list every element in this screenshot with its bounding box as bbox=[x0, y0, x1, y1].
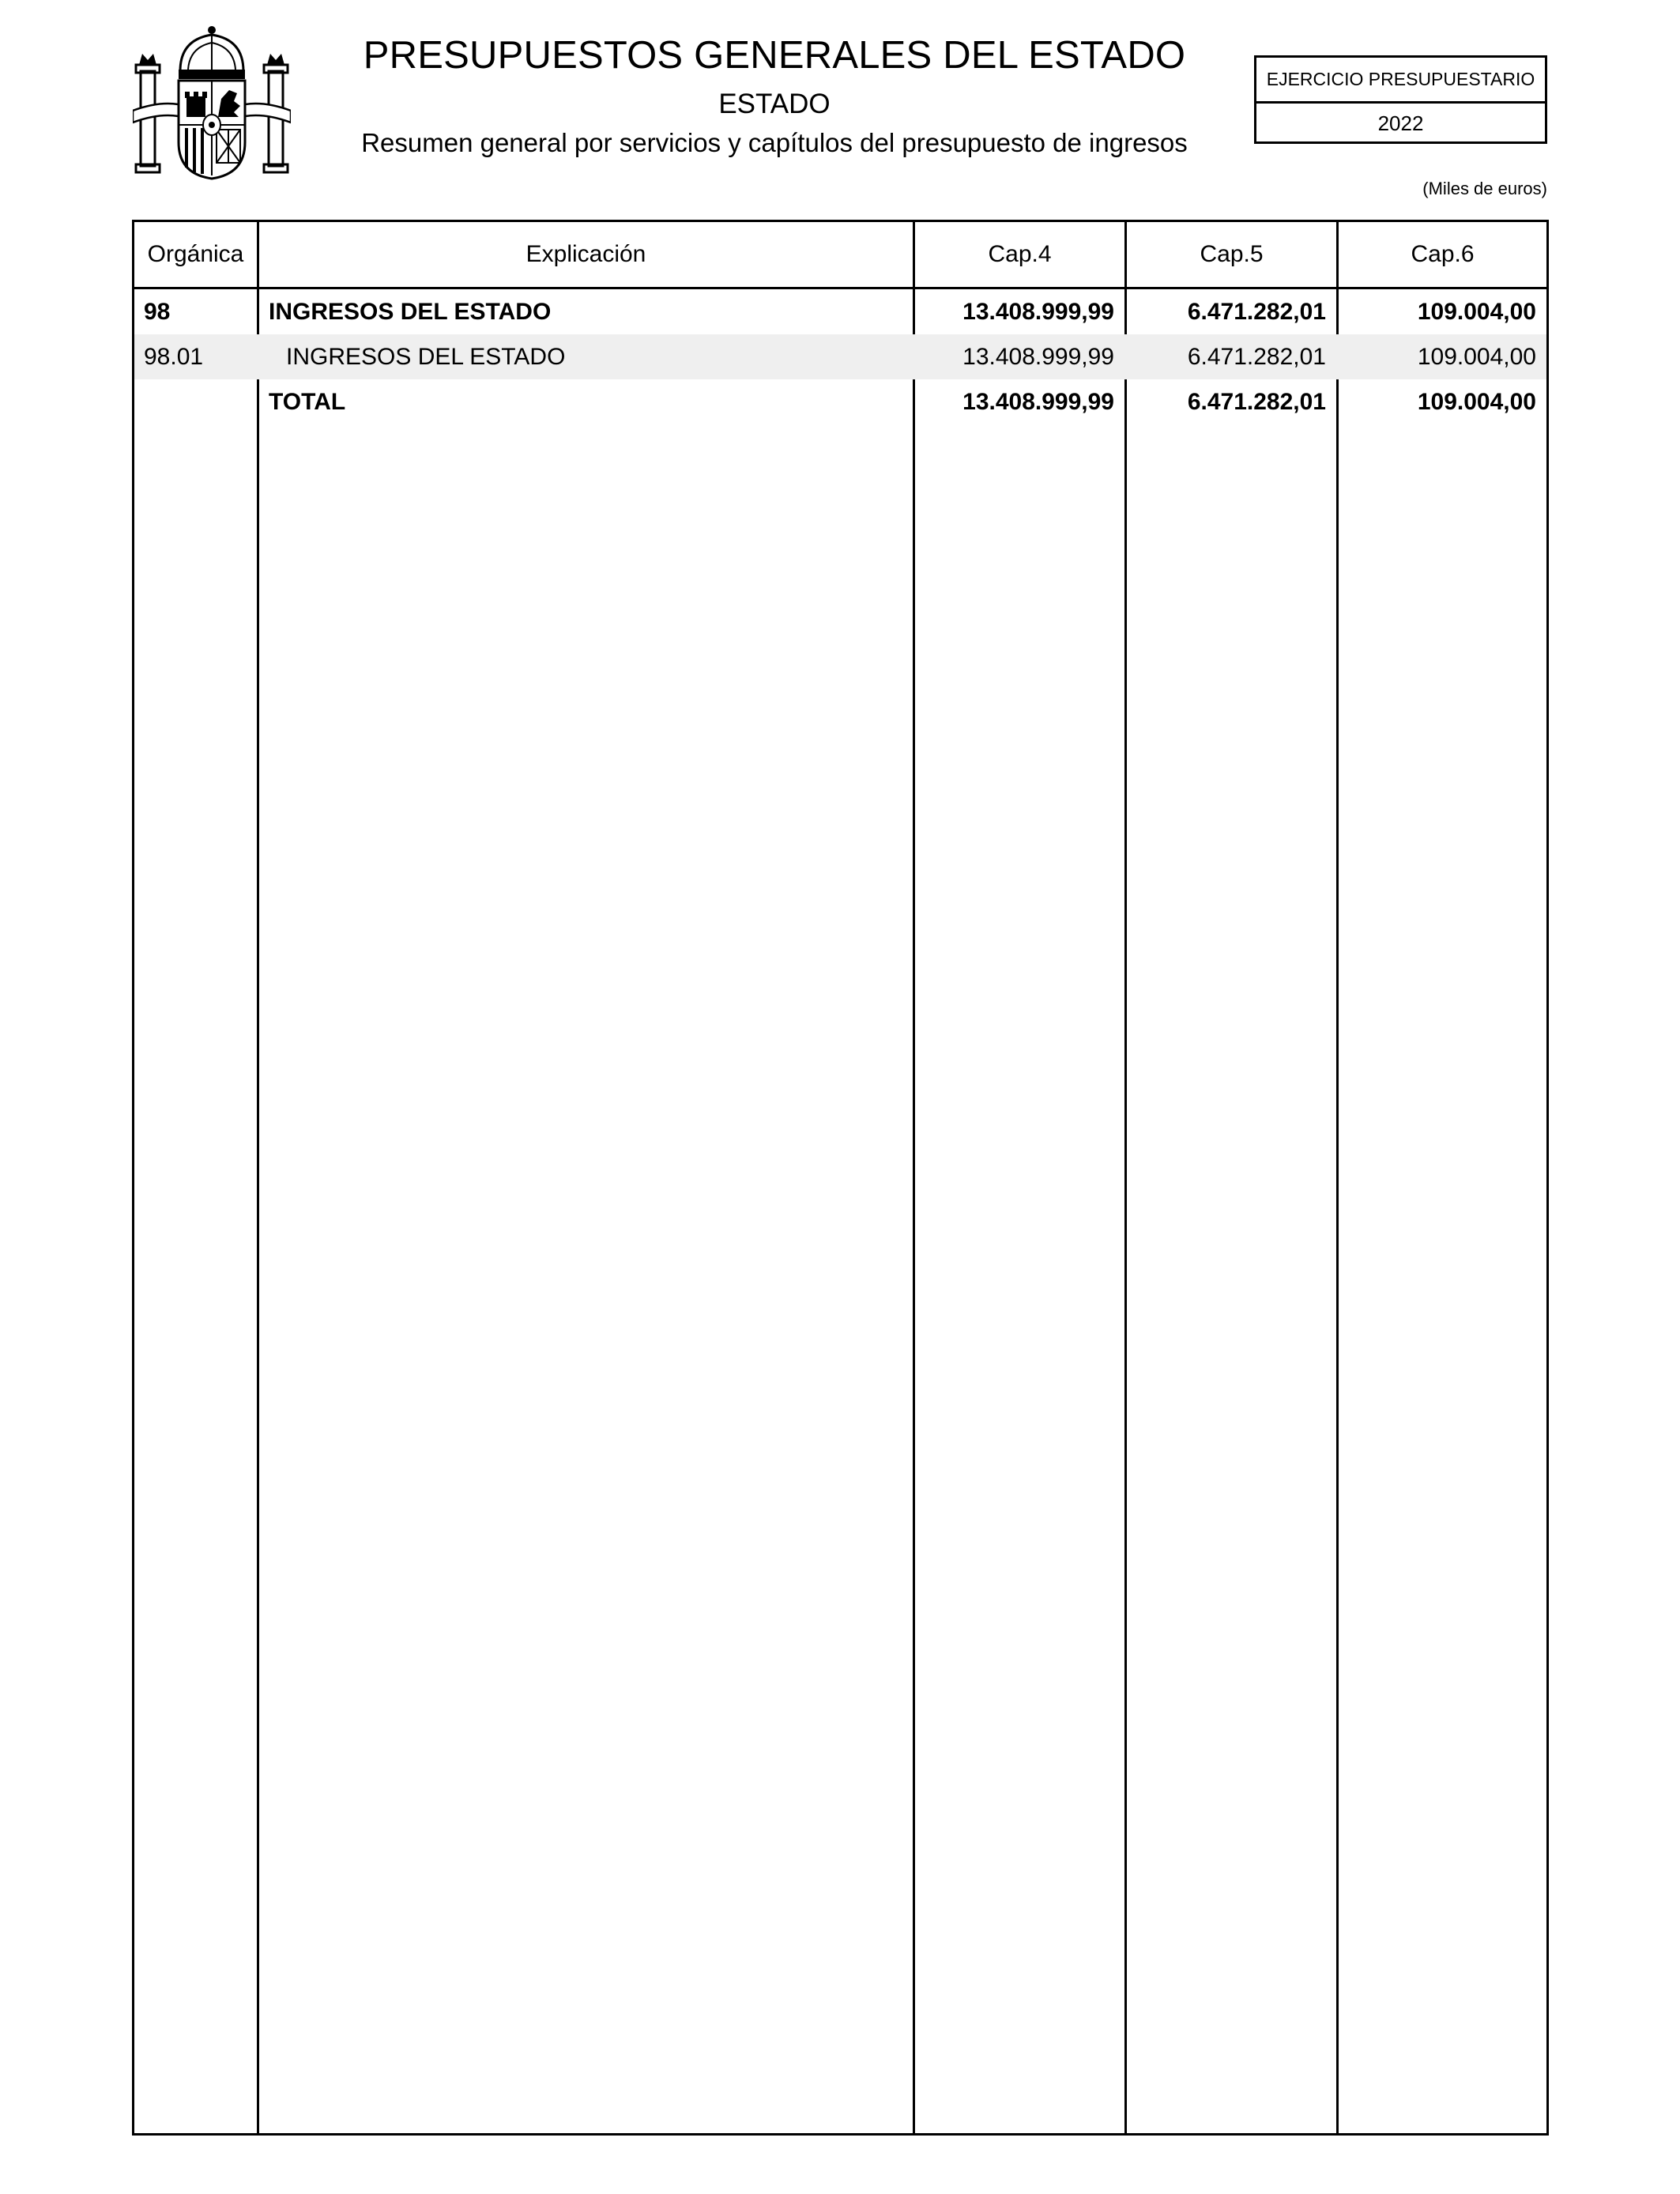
column-divider bbox=[913, 222, 915, 2133]
cell-cap4: 13.408.999,99 bbox=[962, 343, 1114, 370]
column-divider bbox=[1336, 222, 1339, 2133]
column-header-organica: Orgánica bbox=[147, 241, 244, 267]
column-header-cap4: Cap.4 bbox=[988, 241, 1052, 267]
fiscal-year-box bbox=[1254, 55, 1547, 144]
column-header-cap6: Cap.6 bbox=[1411, 241, 1475, 267]
fiscal-year-value: 2022 bbox=[1377, 111, 1424, 135]
column-divider bbox=[257, 222, 259, 2133]
document-subtitle: ESTADO bbox=[718, 89, 831, 119]
column-divider bbox=[1124, 222, 1127, 2133]
cell-explicacion: TOTAL bbox=[269, 388, 346, 415]
budget-table bbox=[132, 220, 1549, 2136]
table-row-total bbox=[134, 379, 1546, 424]
column-header-explicacion: Explicación bbox=[525, 241, 646, 267]
cell-cap6: 109.004,00 bbox=[1417, 343, 1536, 370]
table-row bbox=[134, 334, 1546, 379]
cell-cap4: 13.408.999,99 bbox=[962, 298, 1114, 325]
cell-cap4: 13.408.999,99 bbox=[962, 388, 1114, 415]
fiscal-year-label: EJERCICIO PRESUPUESTARIO bbox=[1256, 58, 1545, 104]
cell-explicacion: INGRESOS DEL ESTADO bbox=[269, 298, 552, 325]
document-description: Resumen general por servicios y capítulos del presupuesto de ingresos bbox=[361, 128, 1188, 157]
cell-organica: 98 bbox=[144, 298, 171, 325]
cell-cap5: 6.471.282,01 bbox=[1187, 388, 1326, 415]
cell-organica: 98.01 bbox=[144, 343, 204, 370]
cell-cap5: 6.471.282,01 bbox=[1187, 298, 1326, 325]
table-row bbox=[134, 289, 1546, 334]
units-note: (Miles de euros) bbox=[1422, 179, 1547, 198]
cell-explicacion: INGRESOS DEL ESTADO bbox=[286, 343, 566, 370]
column-header-cap5: Cap.5 bbox=[1200, 241, 1264, 267]
cell-cap6: 109.004,00 bbox=[1417, 388, 1536, 415]
cell-cap6: 109.004,00 bbox=[1417, 298, 1536, 325]
cell-cap5: 6.471.282,01 bbox=[1187, 343, 1326, 370]
document-title: PRESUPUESTOS GENERALES DEL ESTADO bbox=[363, 34, 1186, 77]
